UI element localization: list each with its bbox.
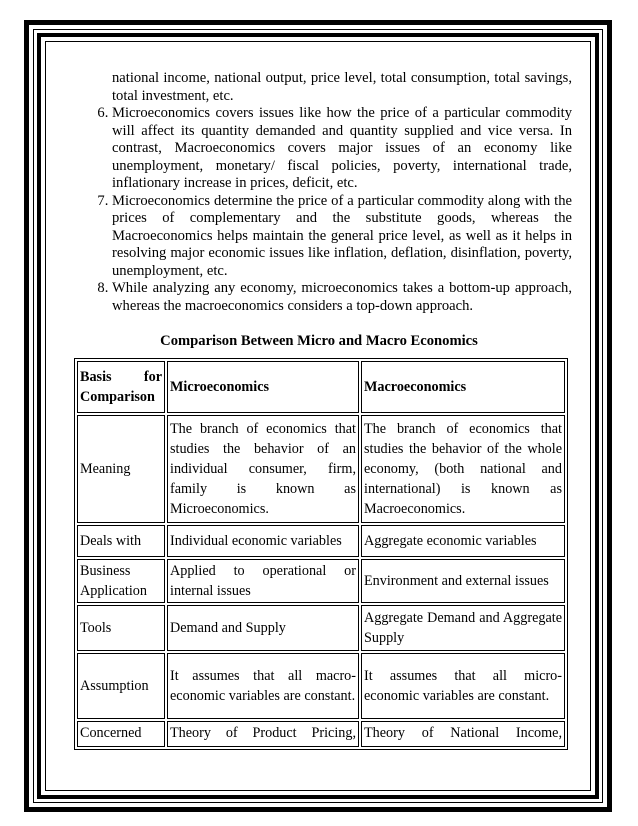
row-micro: Theory of Product Pricing,: [167, 721, 359, 747]
intro-continuation: national income, national output, price level, total consumption, total savings, total investment, etc.: [112, 70, 572, 104]
row-basis: Business Application: [77, 559, 165, 603]
table-row: [77, 415, 565, 523]
table-header-row: [77, 361, 565, 413]
row-macro: The branch of economics that studies the behavior of the whole economy, (both national and international) is known as Macroeconomics.: [361, 415, 565, 523]
table-row: [77, 525, 565, 557]
point-6: 6. Microeconomics covers issues like how the price of a particular commodity will affect its quantity demanded and quantity supplied and vice versa. In contrast, Macroeconomics covers major issues of an economy like unemployment, monetary/ fiscal policies, poverty, international trade, inflationary increase in prices, deficit, etc.: [112, 105, 572, 193]
row-basis: Concerned: [77, 721, 165, 747]
row-macro: Aggregate Demand and Aggregate Supply: [361, 605, 565, 651]
row-basis: Deals with: [77, 525, 165, 557]
row-macro: Aggregate economic variables: [361, 525, 565, 557]
row-basis: Tools: [77, 605, 165, 651]
table-row: [77, 559, 565, 603]
row-basis: Assumption: [77, 653, 165, 719]
header-macro: Macroeconomics: [361, 361, 565, 413]
comparison-table: [74, 358, 568, 750]
table-title: Comparison Between Micro and Macro Economics: [160, 333, 478, 349]
point-7: 7. Microeconomics determine the price of a particular commodity along with the prices of complementary and the substitute goods, whereas the Macroeconomics helps maintain the general price level, as well as it helps in resolving major economic issues like inflation, deflation, disinflation, poverty, unemployment, etc.: [112, 193, 572, 281]
point-8: 8. While analyzing any economy, microeconomics takes a bottom-up approach, whereas the macroeconomics considers a top-down approach.: [112, 280, 572, 315]
difference-points-list: [66, 105, 572, 315]
row-micro: The branch of economics that studies the behavior of an individual consumer, firm, family is known as Microeconomics.: [167, 415, 359, 523]
row-micro: Individual economic variables: [167, 525, 359, 557]
row-macro: Environment and external issues: [361, 559, 565, 603]
header-basis: Basis for Comparison: [77, 361, 165, 413]
table-row: [77, 605, 565, 651]
table-row: [77, 653, 565, 719]
page-content: [66, 70, 572, 750]
row-micro: Demand and Supply: [167, 605, 359, 651]
table-row: [77, 721, 565, 747]
row-micro: It assumes that all macro-economic variables are constant.: [167, 653, 359, 719]
row-macro: Theory of National Income,: [361, 721, 565, 747]
row-macro: It assumes that all micro-economic variables are constant.: [361, 653, 565, 719]
row-basis: Meaning: [77, 415, 165, 523]
header-micro: Microeconomics: [167, 361, 359, 413]
row-micro: Applied to operational or internal issues: [167, 559, 359, 603]
